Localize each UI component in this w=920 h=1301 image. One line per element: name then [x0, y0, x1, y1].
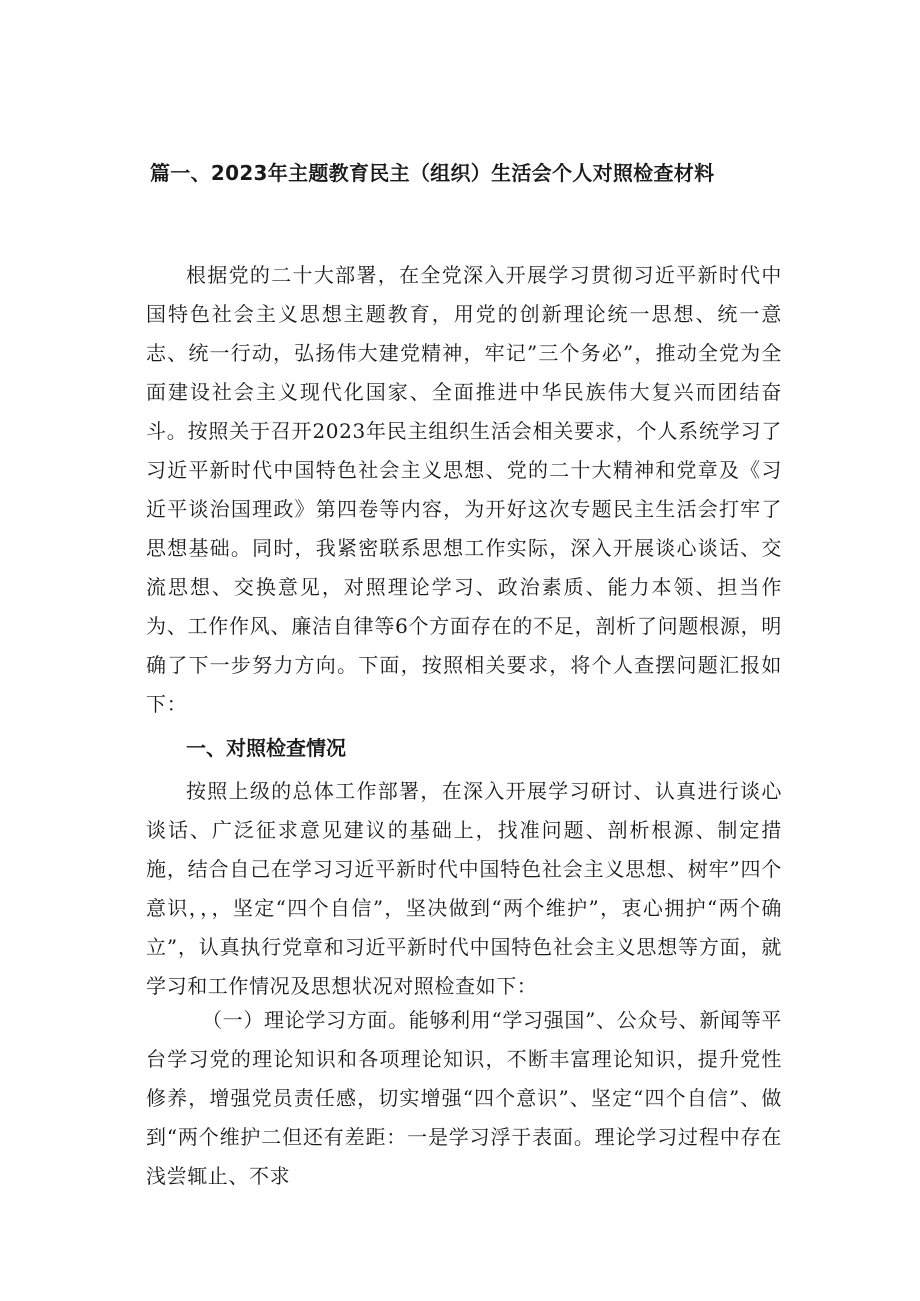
document-title: 篇一、2023年主题教育民主（组织）生活会个人对照检查材料	[150, 161, 715, 185]
theory-study-paragraph: （一）理论学习方面。能够利用“学习强国”、公众号、新闻等平台学习党的理论知识和各项理论知识，不断丰富理论知识，提升党性修养，增强党员责任感，切实增强“四个意识”、坚定“四个自信”、做到“两个维护二但还有差距：一是学习浮于表面。理论学习过程中存在浅尝辄止、不求	[146, 1008, 782, 1188]
section-heading-comparison-check: 一、对照检查情况	[186, 736, 346, 760]
section-intro-paragraph: 按照上级的总体工作部署，在深入开展学习研讨、认真进行谈心谈话、广泛征求意见建议的基础上，找准问题、剖析根源、制定措施，结合自己在学习习近平新时代中国特色社会主义思想、树牢”四个意识，，，坚定“四个自信”，坚决做到“两个维护”，衷心拥护“两个确立”，认真执行党章和习近平新时代中国特色社会主义思想等方面，就学习和工作情况及思想状况对照检查如下：	[146, 779, 782, 998]
intro-paragraph: 根据党的二十大部署，在全党深入开展学习贯彻习近平新时代中国特色社会主义思想主题教育，用党的创新理论统一思想、统一意志、统一行动，弘扬伟大建党精神，牢记”三个务必”，推动全党为全面建设社会主义现代化国家、全面推进中华民族伟大复兴而团结奋斗。按照关于召开2023年民主组织生活会相关要求，个人系统学习了习近平新时代中国特色社会主义思想、党的二十大精神和党章及《习近平谈治国理政》第四卷等内容，为开好这次专题民主生活会打牢了思想基础。同时，我紧密联系思想工作实际，深入开展谈心谈话、交流思想、交换意见，对照理论学习、政治素质、能力本领、担当作为、工作作风、廉洁自律等6个方面存在的不足，剖析了问题根源，明确了下一步努力方向。下面，按照相关要求，将个人查摆问题汇报如下：	[146, 263, 782, 716]
